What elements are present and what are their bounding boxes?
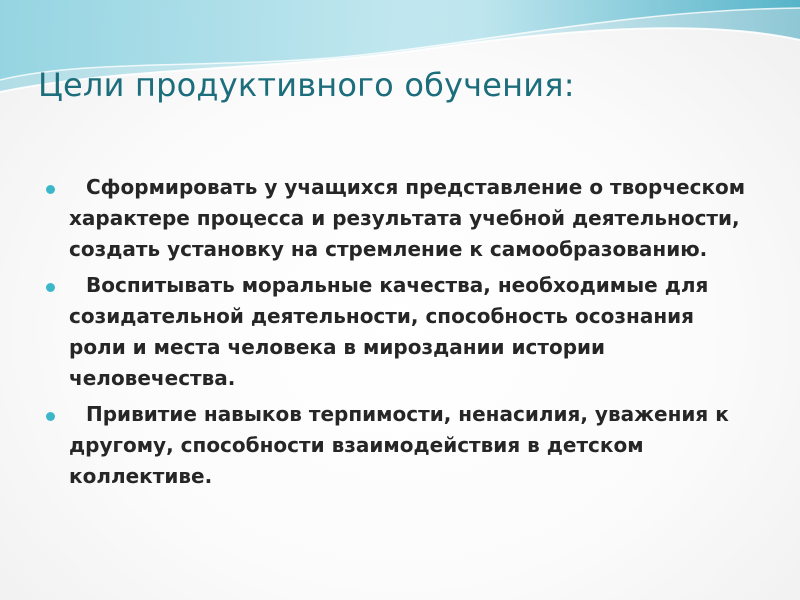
bullet-dot-icon (46, 412, 55, 421)
bullet-text: Сформировать у учащихся представление о творческом характере процесса и результата учебной деятельности, создать установку на стремление к самообразованию. (69, 175, 746, 261)
bullet-item (46, 270, 746, 394)
bullet-item (46, 172, 746, 265)
bullet-list (46, 172, 746, 497)
bullet-item (46, 399, 746, 492)
decorative-wave-banner (0, 0, 800, 130)
bullet-dot-icon (46, 283, 55, 292)
bullet-dot-icon (46, 185, 55, 194)
slide-title: Цели продуктивного обучения: (38, 66, 575, 104)
bullet-text: Воспитывать моральные качества, необходимые для созидательной деятельности, способность осознания роли и места человека в мироздании истории человечества. (69, 273, 709, 390)
bullet-text: Привитие навыков терпимости, ненасилия, уважения к другому, способности взаимодействия в детском коллективе. (69, 402, 729, 488)
